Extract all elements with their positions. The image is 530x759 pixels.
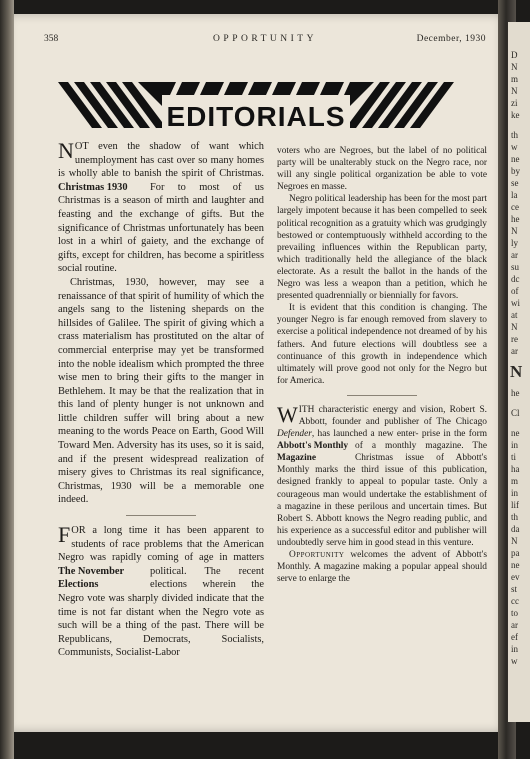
next-page-fragment: ev: [511, 572, 520, 582]
next-page-fragment: ce: [511, 202, 519, 212]
section-divider: [126, 515, 196, 516]
next-page-fragment: N: [511, 62, 518, 72]
next-page-fragment: ke: [511, 110, 520, 120]
next-page-fragment: la: [511, 190, 518, 200]
defender-title: Defender: [277, 429, 312, 440]
next-page-fragment: ar: [511, 620, 518, 630]
next-page-fragment: at: [511, 310, 518, 320]
abbott-editorial-p2: [277, 549, 487, 585]
next-page-fragment: lif: [511, 500, 519, 510]
next-page-fragment: ti: [511, 452, 517, 462]
next-page-fragment: su: [511, 262, 520, 272]
sidehead-christmas-1930: Christmas 1930: [58, 181, 128, 193]
next-page-fragment: ly: [511, 238, 519, 248]
november-cont-p3: It is evident that this condition is changing. The younger Negro is far enough removed from slavery to exercise a political independence not dreamed of by his fathers. And future elections will doubtless see a continuance of this growth in independence which ultimately will prove good not only for the Negro but for America.: [277, 303, 487, 386]
right-column: [277, 145, 487, 585]
drop-cap: W: [277, 401, 298, 427]
next-page-fragment: by: [511, 166, 520, 176]
next-page-fragment: m: [511, 74, 519, 84]
abbott-lead-1: ITH characteristic energy and vision, Robert S. Abbott, founder and publisher of The Chicago: [298, 404, 487, 427]
christmas-editorial-p2: Christmas, 1930, however, may see a renaissance of that spirit of humility of which the angels sang to the listening shepards on the hillsides of Galilee. The spirit of giving which a crass materialism has prostituted on the altar of commercial enterprise may yet be transformed into the noble idealism which prompted the three wise men to bring their gifts to the manger in Bethlehem. It may be that the realization that in this land of plenty hunger is not unknown and little children suffer will bring about a new meaning to the words Peace on Earth, Good Will Toward Men. Adversity has its uses, so it is said, and if the present widespread realization of misery gives to Christmas its real significance, Christmas, 1930 will be a memorable one indeed.: [58, 276, 264, 506]
drop-cap: N: [58, 138, 74, 163]
magazine-title: OPPORTUNITY: [213, 34, 317, 44]
next-page-fragment: N: [511, 536, 518, 546]
next-page-fragment: m: [511, 476, 519, 486]
next-page-fragment: ne: [511, 560, 520, 570]
next-page-fragment: se: [511, 178, 519, 188]
november-p1-rest: recent elections wherein the Negro vote was sharply divided indicate that the time is not far distant when the Negro vote as such will be a thing of the past. There will be Republicans, Democrats, Socialists, Communists, Socialist-Labor: [58, 565, 264, 659]
november-lead: OR a long time it has been apparent to students of race problems that the American Negro was rapidly coming of age in matters political. The: [58, 525, 264, 577]
next-page-fragment: of: [511, 286, 519, 296]
next-page-edge: [508, 22, 530, 722]
next-page-fragment: w: [511, 656, 518, 666]
next-page-fragment: th: [511, 130, 519, 140]
page-number: 358: [44, 34, 59, 44]
next-page-fragment: st: [511, 584, 518, 594]
next-page-fragment: dc: [511, 274, 520, 284]
abbott-p2-rest: welcomes the advent of Abbott's Monthly. A magazine making a popular appeal should serve to enlarge the: [277, 550, 487, 585]
next-page-fragment: N: [511, 226, 518, 236]
christmas-lead: OT even the shadow of want which unemployment has cast over so many homes is wholly able to banish the spirit of Christmas. For to: [58, 141, 264, 193]
next-page-fragment: to: [511, 608, 519, 618]
next-page-fragment: in: [511, 440, 519, 450]
next-page-fragment: ar: [511, 250, 518, 260]
next-page-fragment: he: [511, 388, 520, 398]
left-page-edge: [0, 0, 14, 759]
next-page-fragment: in: [511, 644, 519, 654]
november-cont-p1: voters who are Negroes, but the label of no political party will be unalterably stuck on the Negro race, nor will any single political organization be able to vote Negroes en masse.: [277, 146, 487, 193]
next-page-fragment: re: [511, 334, 518, 344]
next-page-fragment: zi: [511, 98, 518, 108]
next-page-fragment: ha: [511, 464, 520, 474]
editorials-title: EDITORIALS: [166, 101, 346, 130]
abbott-editorial-p1: [277, 401, 487, 549]
next-page-fragment: he: [511, 214, 520, 224]
christmas-editorial-p1: [58, 140, 264, 276]
november-editorial-p1: [58, 524, 264, 660]
next-page-fragment: Cl: [511, 408, 520, 418]
opportunity-name: Opportunity: [289, 550, 345, 560]
editorials-banner: [58, 80, 454, 130]
sidehead-abbotts-monthly: Abbott's Monthly Magazine: [277, 441, 349, 464]
next-page-fragment: N: [511, 86, 518, 96]
issue-date: December, 1930: [416, 34, 486, 44]
next-page-fragment: pa: [511, 548, 520, 558]
next-page-fragment: da: [511, 524, 520, 534]
november-cont-p2: Negro political leadership has been for the most part largely impotent because it has been compelled to seek political recognition as a gratuity which was grudgingly bestowed or contemptuously withheld according to the prevailing influences within the Republican party, which traditionally held the allegiance of the black electorate. As a result the ballot in the hands of the Negro was less a weapon than a petition, which he presented quadrennially or biennially for favors.: [277, 194, 487, 302]
next-page-fragment: cc: [511, 596, 519, 606]
next-page-fragment: ef: [511, 632, 518, 642]
christmas-p1-rest: most of us Christmas is a season of mirth and laughter and feasting and the exchange of gifts. But the significance of Christmas unfortunately has been lost in a whirl of gaiety, and the exchange of gifts, except for children, has become a spiritless social routine.: [58, 181, 264, 275]
section-divider: [347, 395, 417, 396]
sidehead-november-elections: The November Elections: [58, 565, 124, 591]
next-page-fragment: ne: [511, 154, 520, 164]
next-page-fragment: w: [511, 142, 518, 152]
drop-cap: F: [58, 522, 71, 548]
next-page-fragment: in: [511, 488, 519, 498]
abbott-p1-rest: prise in the form of a monthly magazine. The Christmas issue of Abbott's Monthly marks the third issue of this publication, designed frankly to appeal to popular taste. Only a courageous man would undertake the establishment of a magazine in these perilous and uncertain times. But Robert S. Abbott knows the Negro reading public, and his experience as a successful editor and publisher will undoubtedly serve him in good stead in this venture.: [277, 429, 487, 548]
running-header: [44, 34, 486, 48]
abbott-lead-2: , has launched a new enter-: [311, 429, 419, 440]
next-page-fragment: D: [511, 50, 518, 60]
left-column: [58, 140, 264, 660]
next-page-fragment: ne: [511, 428, 520, 438]
next-page-fragment: th: [511, 512, 519, 522]
next-page-fragment: wi: [511, 298, 520, 308]
next-page-fragment: N: [511, 322, 518, 332]
next-page-fragment: ar: [511, 346, 518, 356]
next-page-fragment: N: [510, 362, 523, 381]
